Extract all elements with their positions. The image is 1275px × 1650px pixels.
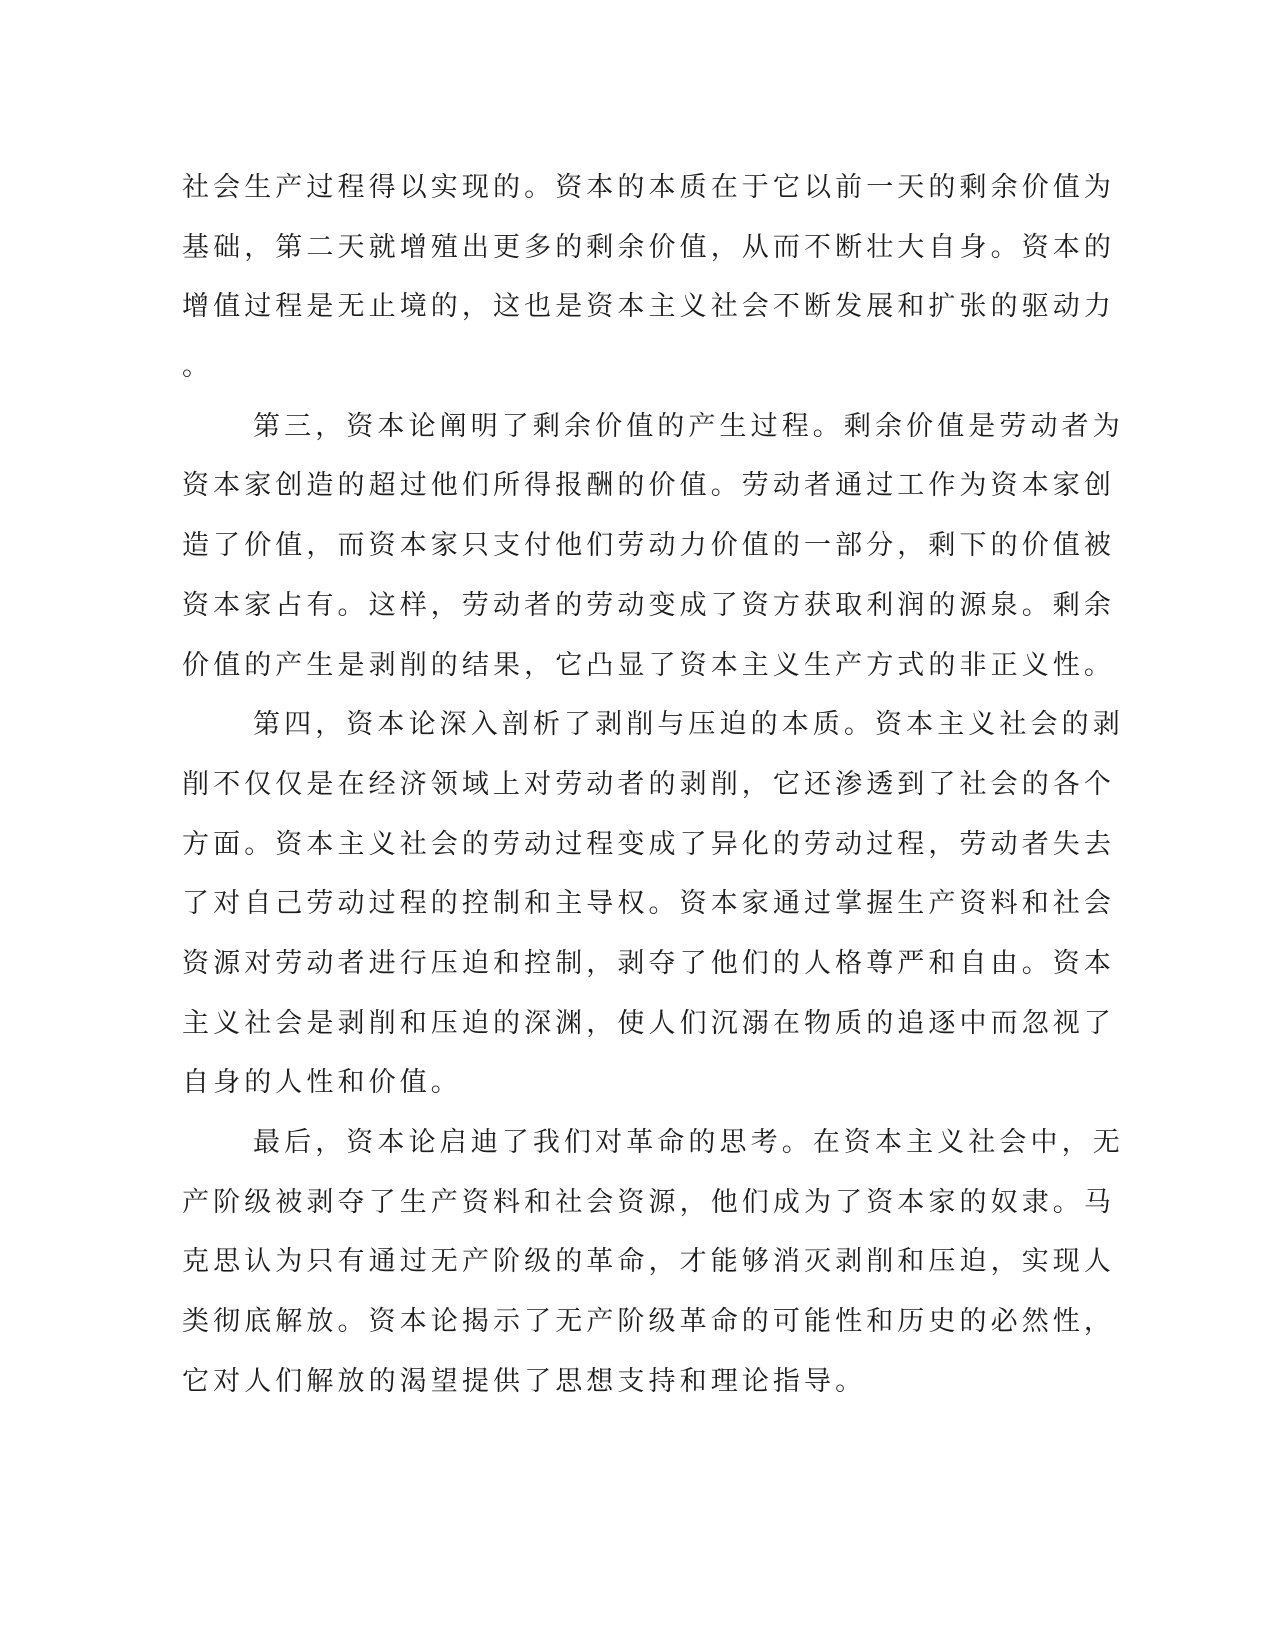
text-line: 产阶级被剥夺了生产资料和社会资源，他们成为了资本家的奴隶。马 — [182, 1186, 1115, 1218]
paragraph-first-line: 最后，资本论启迪了我们对革命的思考。在资本主义社会中，无 — [253, 1127, 1124, 1158]
text-line: 价值的产生是剥削的结果，它凸显了资本主义生产方式的非正义性。 — [182, 649, 1115, 681]
paragraph-first-line: 第三，资本论阐明了剩余价值的产生过程。剩余价值是劳动者为 — [253, 410, 1124, 442]
paragraph-first-line: 第四，资本论深入剖析了剥削与压迫的本质。资本主义社会的剥 — [253, 709, 1124, 741]
text-line: 方面。资本主义社会的劳动过程变成了异化的劳动过程，劳动者失去 — [182, 828, 1115, 860]
text-line: 造了价值，而资本家只支付他们劳动力价值的一部分，剩下的价值被 — [182, 530, 1115, 562]
text-line: 削不仅仅是在经济领域上对劳动者的剥削，它还渗透到了社会的各个 — [182, 768, 1115, 800]
text-line: 资本家创造的超过他们所得报酬的价值。劳动者通过工作为资本家创 — [182, 470, 1115, 502]
text-line: 自身的人性和价值。 — [182, 1067, 462, 1099]
text-line: 基础，第二天就增殖出更多的剩余价值，从而不断壮大自身。资本的 — [182, 231, 1115, 263]
text-line: 克思认为只有通过无产阶级的革命，才能够消灭剥削和压迫，实现人 — [182, 1246, 1115, 1278]
text-line: 资源对劳动者进行压迫和控制，剥夺了他们的人格尊严和自由。资本 — [182, 947, 1115, 979]
text-line: 资本家占有。这样，劳动者的劳动变成了资方获取利润的源泉。剩余 — [182, 589, 1115, 621]
text-line: 了对自己劳动过程的控制和主导权。资本家通过掌握生产资料和社会 — [182, 888, 1115, 920]
text-line: 它对人们解放的渴望提供了思想支持和理论指导。 — [182, 1365, 867, 1397]
text-line: 类彻底解放。资本论揭示了无产阶级革命的可能性和历史的必然性， — [182, 1306, 1115, 1338]
text-line: 。 — [182, 351, 214, 383]
text-line: 社会生产过程得以实现的。资本的本质在于它以前一天的剩余价值为 — [182, 172, 1115, 203]
text-line: 增值过程是无止境的，这也是资本主义社会不断发展和扩张的驱动力 — [182, 291, 1115, 323]
text-line: 主义社会是剥削和压迫的深渊，使人们沉溺在物质的追逐中而忽视了 — [182, 1007, 1115, 1039]
document-body — [182, 158, 1124, 1411]
